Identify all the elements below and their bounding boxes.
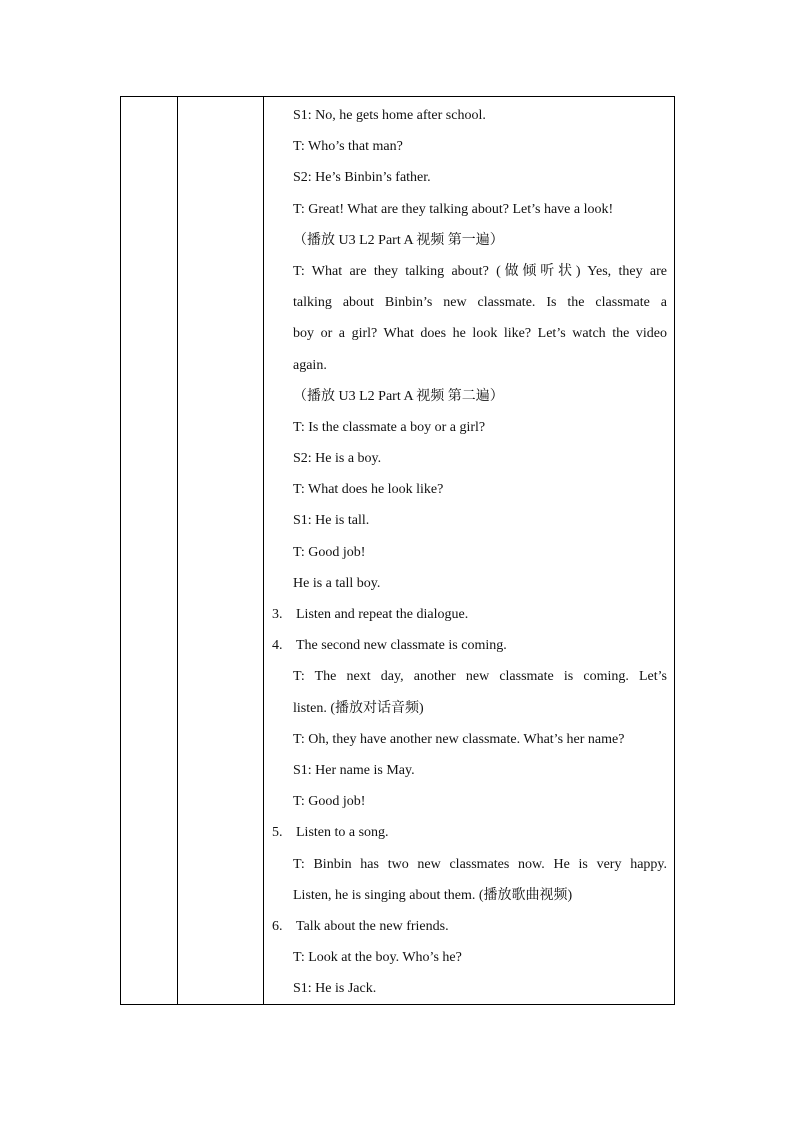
step-item (272, 630, 667, 661)
step-number: 3. (272, 607, 283, 622)
instruction-note: （播放 U3 L2 Part A 视频 第一遍） (293, 232, 504, 248)
step-text: Talk about the new friends. (296, 918, 449, 934)
dialogue-line: T: Is the classmate a boy or a girl? (293, 419, 486, 435)
dialogue-line: talking about Binbin’s new classmate. Is the classmate a (293, 295, 667, 311)
dialogue-line: S1: No, he gets home after school. (293, 108, 486, 123)
dialogue-line: boy or a girl? What does he look like? Let’s watch the video (293, 326, 667, 342)
table-cell-empty-second (178, 97, 264, 1005)
dialogue-line: T: Look at the boy. Who’s he? (293, 950, 462, 966)
dialogue-line: listen. (播放对话音频) (293, 700, 424, 716)
dialogue-line: T: Great! What are they talking about? Let’s have a look! (293, 201, 614, 217)
dialogue-line: S2: He’s Binbin’s father. (293, 170, 431, 186)
dialogue-line: T: Oh, they have another new classmate. What’s her name? (293, 731, 625, 747)
dialogue-line: T: Binbin has two new classmates now. He is very happy. (293, 856, 667, 872)
step-item (272, 817, 667, 848)
step-item (272, 599, 667, 630)
step-number: 5. (272, 825, 283, 841)
table-row (121, 97, 675, 1005)
dialogue-line: T: Who’s that man? (293, 139, 403, 155)
dialogue-line: again. (293, 357, 327, 373)
dialogue-line: S1: Her name is May. (293, 762, 415, 778)
step-text: Listen to a song. (296, 825, 389, 841)
procedure-cell (264, 97, 675, 1005)
dialogue-line: T: Good job! (293, 544, 366, 560)
dialogue-line: S2: He is a boy. (293, 451, 382, 467)
step-number: 4. (272, 638, 283, 654)
table-cell-empty-first (121, 97, 178, 1005)
dialogue-line: T: Good job! (293, 794, 366, 810)
dialogue-line: T: What does he look like? (293, 482, 444, 498)
step-number: 6. (272, 918, 283, 934)
dialogue-line: He is a tall boy. (293, 575, 381, 591)
lesson-table (120, 96, 675, 1005)
step-text: Listen and repeat the dialogue. (296, 607, 469, 622)
instruction-note: （播放 U3 L2 Part A 视频 第二遍） (293, 388, 504, 404)
dialogue-line: Listen, he is singing about them. (播放歌曲视频) (293, 887, 573, 903)
dialogue-line: S1: He is Jack. (293, 981, 377, 997)
dialogue-line: T: The next day, another new classmate is coming. Let’s (293, 669, 667, 685)
step-item (272, 911, 667, 942)
dialogue-line: S1: He is tall. (293, 513, 370, 529)
dialogue-line: T: What are they talking about? (做倾听状) Yes, they are (293, 263, 667, 279)
step-text: The second new classmate is coming. (296, 638, 507, 654)
